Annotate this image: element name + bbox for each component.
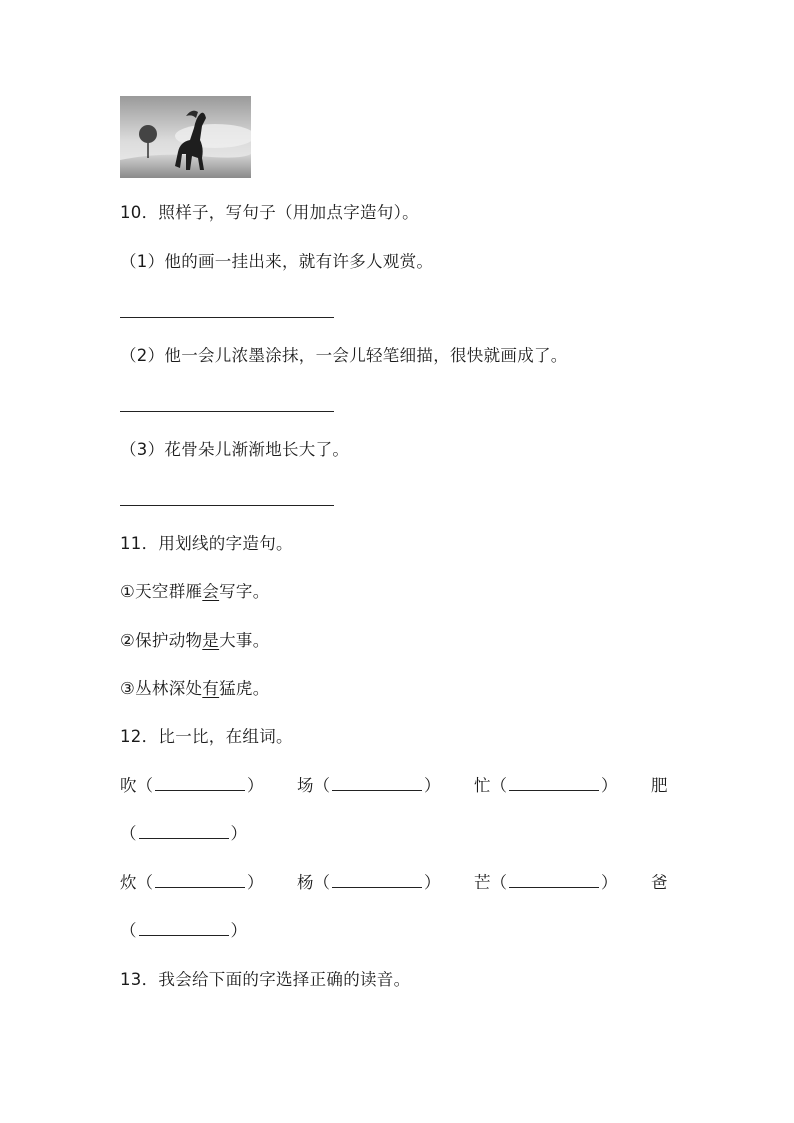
word-char: 肥 (651, 776, 668, 795)
underlined-char: 会 (202, 582, 220, 601)
item-text: ①天空群雁 (120, 582, 203, 601)
word-blank[interactable] (139, 822, 229, 839)
item-text: 大事。 (219, 631, 270, 650)
paren-close: ） (424, 776, 441, 795)
word-blank[interactable] (332, 774, 422, 791)
underlined-char: 是 (202, 631, 220, 650)
word-blank[interactable] (155, 871, 245, 888)
paren-close: ） (230, 824, 247, 843)
char: 杨 (297, 873, 314, 892)
paren-open: （ (136, 873, 153, 892)
item-text: ③丛林深处 (120, 679, 203, 698)
question-11-title: 11．用划线的字造句。 (120, 534, 293, 553)
question-13-title: 13．我会给下面的字选择正确的读音。 (120, 970, 411, 989)
paren-close: ） (230, 921, 247, 940)
answer-line-1[interactable] (120, 317, 334, 318)
question-12-title: 12．比一比，在组词。 (120, 727, 293, 746)
question-11-item-1 (120, 580, 270, 604)
paren-open: （ (136, 776, 153, 795)
paren-open: （ (120, 824, 137, 843)
word-pair (297, 871, 441, 895)
word-char: 爸 (651, 873, 668, 892)
question-10-item-1: （1）他的画一挂出来，就有许多人观赏。 (120, 252, 434, 271)
paren-close: ） (601, 873, 618, 892)
answer-line-3[interactable] (120, 505, 334, 506)
paren-open: （ (490, 873, 507, 892)
question-10-item-3: （3）花骨朵儿渐渐地长大了。 (120, 440, 350, 459)
underlined-char: 有 (202, 679, 220, 698)
char: 忙 (474, 776, 491, 795)
char: 炊 (120, 873, 137, 892)
word-blank[interactable] (332, 871, 422, 888)
char: 芒 (474, 873, 491, 892)
question-10-title: 10．照样子，写句子（用加点字造句）。 (120, 203, 419, 222)
word-pair (474, 871, 618, 895)
item-text: 猛虎。 (219, 679, 270, 698)
paren-open: （ (120, 921, 137, 940)
word-blank[interactable] (509, 774, 599, 791)
word-pair (120, 871, 264, 895)
item-text: 写字。 (219, 582, 270, 601)
paren-open: （ (313, 776, 330, 795)
word-pair (120, 774, 264, 798)
paren-close: ） (424, 873, 441, 892)
word-blank[interactable] (509, 871, 599, 888)
word-blank[interactable] (155, 774, 245, 791)
char: 场 (297, 776, 314, 795)
paren-close: ） (247, 776, 264, 795)
word-pair-wrap (120, 822, 247, 846)
word-pair (474, 774, 618, 798)
paren-open: （ (313, 873, 330, 892)
question-11-item-3 (120, 677, 270, 701)
paren-close: ） (601, 776, 618, 795)
item-text: ②保护动物 (120, 631, 203, 650)
question-10-item-2: （2）他一会儿浓墨涂抹，一会儿轻笔细描，很快就画成了。 (120, 346, 568, 365)
word-pair-wrap (120, 919, 247, 943)
question-11-item-2 (120, 629, 270, 653)
horse-photo (120, 96, 251, 178)
paren-open: （ (490, 776, 507, 795)
answer-line-2[interactable] (120, 411, 334, 412)
word-blank[interactable] (139, 919, 229, 936)
char: 吹 (120, 776, 137, 795)
word-pair (297, 774, 441, 798)
paren-close: ） (247, 873, 264, 892)
